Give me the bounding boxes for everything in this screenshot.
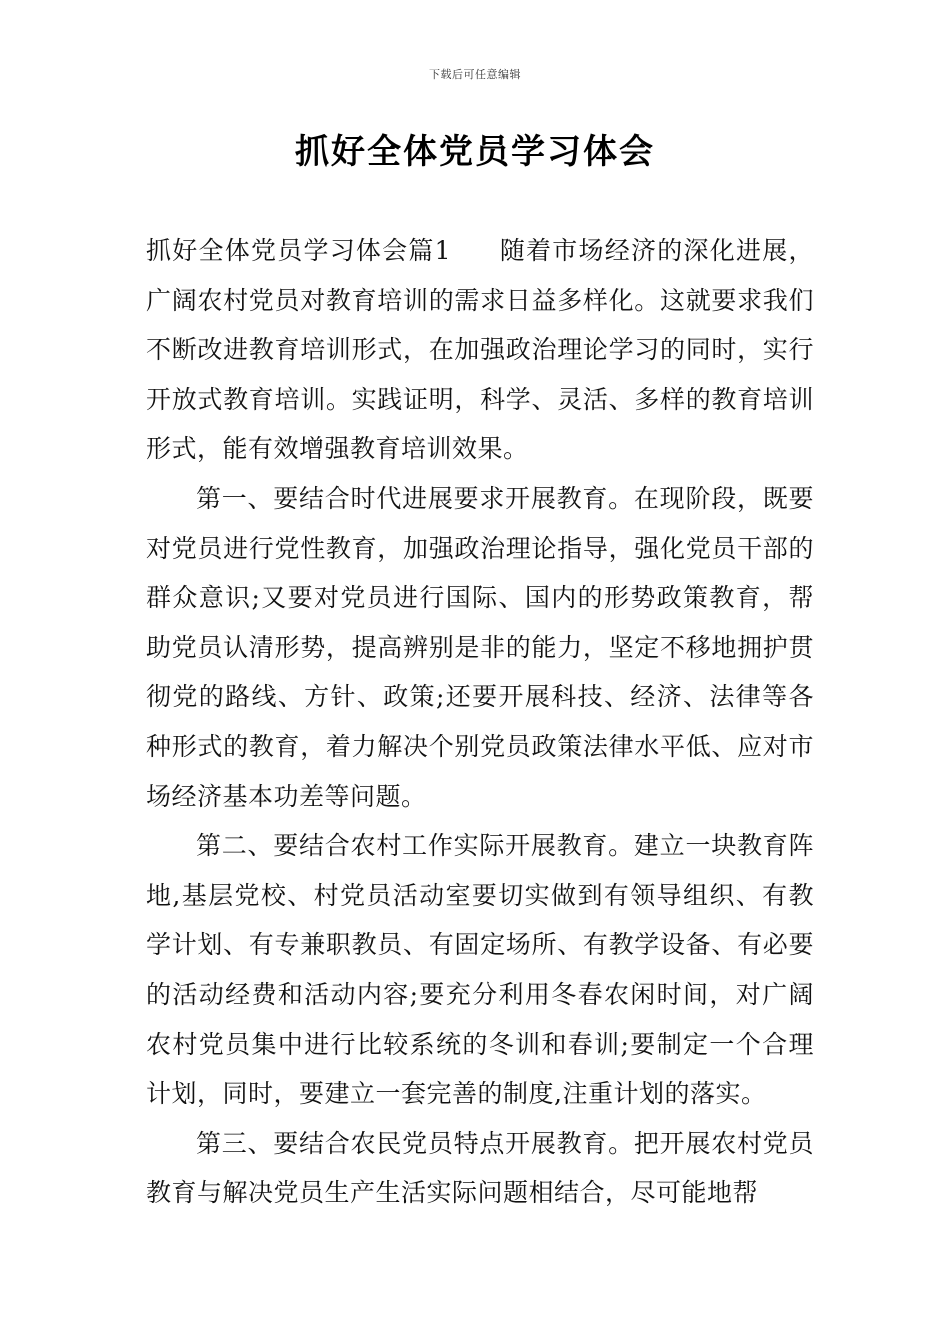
paragraph-text: 随着市场经济的深化进展，广阔农村党员对教育培训的需求日益多样化。这就要求我们不断改进教育培训形式，在加强政治理论学习的同时，实行开放式教育培训。实践证明，科学、灵活、多样的教育培训形式，能有效增强教育培训效果。 <box>146 236 814 464</box>
intro-label: 抓好全体党员学习体会篇1 <box>146 236 452 265</box>
paragraph-third: 第三、要结合农民党员特点开展教育。把开展农村党员教育与解决党员生产生活实际问题相结合，尽可能地帮 <box>146 1128 814 1208</box>
paragraph-first: 第一、要结合时代进展要求开展教育。在现阶段，既要对党员进行党性教育，加强政治理论指导，强化党员干部的群众意识;又要对党员进行国际、国内的形势政策教育，帮助党员认清形势，提高辨别是非的能力，坚定不移地拥护贯彻党的路线、方针、政策;还要开展科技、经济、法律等各种形式的教育，着力解决个别党员政策法律水平低、应对市场经济基本功差等问题。 <box>146 483 814 811</box>
document-title: 抓好全体党员学习体会 <box>295 132 655 172</box>
document-body <box>146 226 814 1218</box>
paragraph-intro <box>146 226 814 474</box>
header-note: 下载后可任意编辑 <box>429 68 521 81</box>
paragraph-second: 第二、要结合农村工作实际开展教育。建立一块教育阵地,基层党校、村党员活动室要切实做到有领导组织、有教学计划、有专兼职教员、有固定场所、有教学设备、有必要的活动经费和活动内容;要充分利用冬春农闲时间，对广阔农村党员集中进行比较系统的冬训和春训;要制定一个合理计划，同时，要建立一套完善的制度,注重计划的落实。 <box>146 831 814 1109</box>
